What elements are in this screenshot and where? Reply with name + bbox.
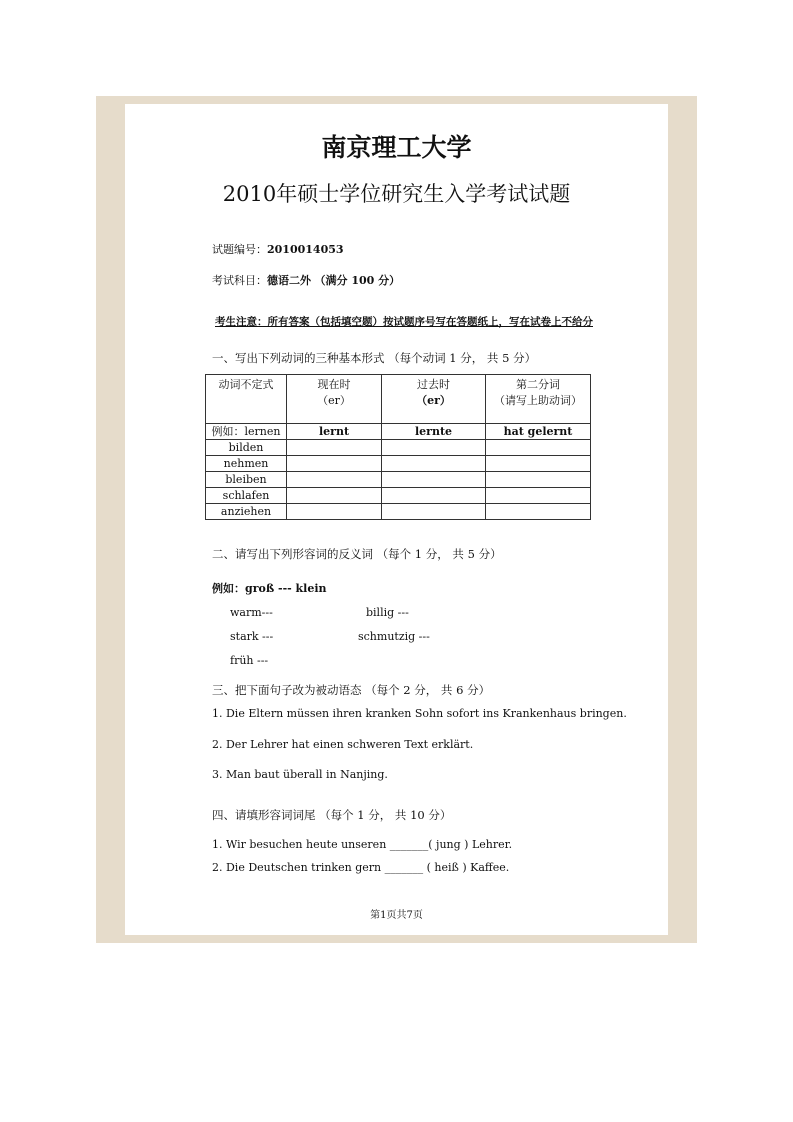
table-row — [206, 456, 591, 472]
table-row — [206, 472, 591, 488]
header-present: 现在时 （er） — [287, 375, 382, 424]
exam-title: 2010年硕士学位研究生入学考试试题 — [222, 182, 571, 206]
verb-table — [205, 374, 591, 520]
subject-label: 考试科目： — [212, 274, 267, 287]
section2-title: 二、请写出下列形容词的反义词 （每个 1 分， 共 5 分） — [212, 547, 502, 561]
cell: anziehen — [206, 504, 287, 520]
sentence-item: 1. Die Eltern müssen ihren kranken Sohn sofort ins Krankenhaus bringen. — [212, 707, 627, 720]
cell: schlafen — [206, 488, 287, 504]
table-row — [206, 488, 591, 504]
antonym-item: schmutzig --- — [358, 630, 430, 643]
table-row — [206, 440, 591, 456]
cell: nehmen — [206, 456, 287, 472]
full-score: （满分 100 分） — [314, 274, 401, 287]
exam-code — [212, 241, 344, 257]
sentence-item: 3. Man baut überall in Nanjing. — [212, 768, 388, 781]
notice: 考生注意：所有答案（包括填空题）按试题序号写在答题纸上，写在试卷上不给分 — [215, 316, 593, 328]
page-footer: 第1页共7页 — [370, 910, 423, 921]
exam-paper — [125, 104, 668, 935]
header-past: 过去时 （er） — [382, 375, 486, 424]
cell: lernt — [287, 424, 382, 440]
section2-example: 例如：groß --- klein — [212, 582, 327, 595]
header-infinitive: 动词不定式 — [206, 375, 287, 424]
subject-value: 德语二外 — [267, 274, 311, 287]
example-row — [206, 424, 591, 440]
sentence-item: 2. Der Lehrer hat einen schweren Text erklärt. — [212, 738, 474, 751]
fill-item: 2. Die Deutschen trinken gern _______ ( heiß ) Kaffee. — [212, 861, 510, 874]
code-label: 试题编号： — [212, 243, 267, 256]
cell: bleiben — [206, 472, 287, 488]
exam-subject — [212, 272, 400, 288]
cell: bilden — [206, 440, 287, 456]
fill-item: 1. Wir besuchen heute unseren _______( jung ) Lehrer. — [212, 838, 513, 851]
code-value: 2010014053 — [267, 243, 344, 256]
antonym-item: früh --- — [230, 654, 269, 667]
header-participle: 第二分词 （请写上助动词） — [486, 375, 591, 424]
antonym-item: warm--- — [230, 606, 273, 619]
antonym-item: billig --- — [366, 606, 409, 619]
cell: lernte — [382, 424, 486, 440]
section4-title: 四、请填形容词词尾 （每个 1 分， 共 10 分） — [212, 808, 452, 822]
cell: hat gelernt — [486, 424, 591, 440]
section3-title: 三、把下面句子改为被动语态 （每个 2 分， 共 6 分） — [212, 683, 491, 697]
cell: 例如：lernen — [206, 424, 287, 440]
table-row — [206, 504, 591, 520]
section1-title: 一、写出下列动词的三种基本形式 （每个动词 1 分， 共 5 分） — [212, 351, 537, 365]
antonym-item: stark --- — [230, 630, 274, 643]
university-title: 南京理工大学 — [321, 133, 472, 162]
